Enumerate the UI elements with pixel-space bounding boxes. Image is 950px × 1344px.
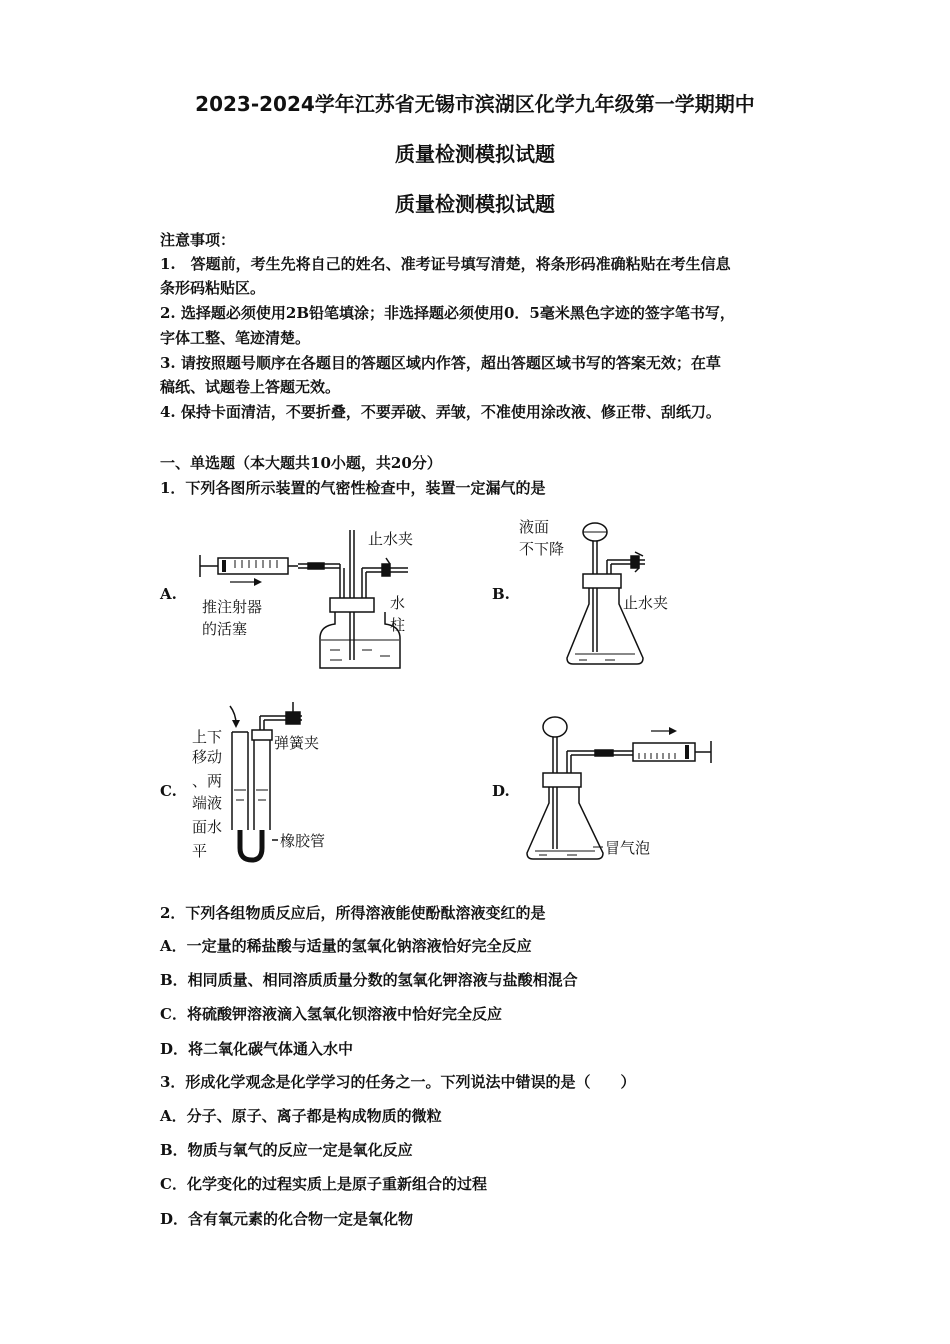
notice-line: 稿纸、试题卷上答题无效。 <box>160 378 341 396</box>
figure-b-level-label-1: 液面 <box>519 518 550 536</box>
notice-line: 2. 选择题必须使用2B铅笔填涂；非选择题必须使用0．5毫米黑色字迹的签字笔书写， <box>160 304 735 322</box>
figure-a-label: A. <box>160 585 177 603</box>
exam-title-line2: 质量检测模拟试题 <box>395 142 555 166</box>
figure-a-push-label-1: 推注射器 <box>202 598 263 616</box>
question-3-option-a[interactable]: A．分子、原子、离子都是构成物质的微粒 <box>160 1107 442 1125</box>
notice-line: 条形码粘贴区。 <box>160 279 266 297</box>
question-2-stem: 2．下列各组物质反应后，所得溶液能使酚酞溶液变红的是 <box>160 904 546 922</box>
figure-d-label: D. <box>492 782 510 800</box>
question-3-option-d[interactable]: D．含有氧元素的化合物一定是氧化物 <box>160 1210 414 1228</box>
question-3-option-c[interactable]: C．化学变化的过程实质上是原子重新组合的过程 <box>160 1175 487 1193</box>
figure-b-clamp-label: 止水夹 <box>623 594 669 612</box>
figure-c-text-4: 端液 <box>192 794 223 812</box>
exam-title-line3: 质量检测模拟试题 <box>395 192 555 216</box>
question-1-stem: 1．下列各图所示装置的气密性检查中，装置一定漏气的是 <box>160 479 546 497</box>
section-heading: 一、单选题（本大题共10小题，共20分） <box>160 454 442 472</box>
figure-c-diagram <box>190 700 360 865</box>
notice-line: 字体工整、笔迹清楚。 <box>160 329 311 347</box>
figure-c-label: C. <box>160 782 177 800</box>
notice-line: 4. 保持卡面清洁，不要折叠，不要弄破、弄皱，不准使用涂改液、修正带、刮纸刀。 <box>160 403 721 421</box>
question-2-option-d[interactable]: D．将二氧化碳气体通入水中 <box>160 1040 354 1058</box>
question-2-option-b[interactable]: B．相同质量、相同溶质质量分数的氢氧化钾溶液与盐酸相混合 <box>160 971 578 989</box>
question-2-option-a[interactable]: A．一定量的稀盐酸与适量的氢氧化钠溶液恰好完全反应 <box>160 937 532 955</box>
figure-c-text-6: 平 <box>192 842 208 860</box>
figure-b-level-label-2: 不下降 <box>519 540 565 558</box>
figure-c-tube-label: 橡胶管 <box>280 832 326 850</box>
figure-c-clip-label: 弹簧夹 <box>274 734 320 752</box>
figure-c-text-3: 、两 <box>192 772 223 790</box>
question-2-option-c[interactable]: C．将硫酸钾溶液滴入氢氧化钡溶液中恰好完全反应 <box>160 1005 502 1023</box>
figure-d-diagram <box>515 705 725 865</box>
figure-a-water-label-1: 水 <box>390 594 406 612</box>
exam-title-line1: 2023-2024学年江苏省无锡市滨湖区化学九年级第一学期期中 <box>195 92 755 116</box>
figure-b-diagram <box>515 512 695 672</box>
question-3-stem: 3．形成化学观念是化学学习的任务之一。下列说法中错误的是（ ） <box>160 1073 636 1091</box>
figure-c-text-1: 上下 <box>192 728 223 746</box>
notice-line: 3. 请按照题号顺序在各题目的答题区域内作答，超出答题区域书写的答案无效；在草 <box>160 354 721 372</box>
figure-a-push-label-2: 的活塞 <box>202 620 248 638</box>
figure-d-bubble-label: 冒气泡 <box>605 839 651 857</box>
figure-c-text-5: 面水 <box>192 818 223 836</box>
question-3-option-b[interactable]: B．物质与氧气的反应一定是氧化反应 <box>160 1141 413 1159</box>
figure-c-text-2: 移动 <box>192 748 223 766</box>
figure-a-diagram <box>190 520 450 675</box>
figure-b-label: B. <box>492 585 510 603</box>
notice-heading: 注意事项： <box>160 231 236 249</box>
figure-a-water-label-2: 柱 <box>390 616 406 634</box>
notice-line: 1. 答题前，考生先将自己的姓名、准考证号填写清楚，将条形码准确粘贴在考生信息 <box>160 255 731 273</box>
figure-a-clamp-label: 止水夹 <box>368 530 414 548</box>
